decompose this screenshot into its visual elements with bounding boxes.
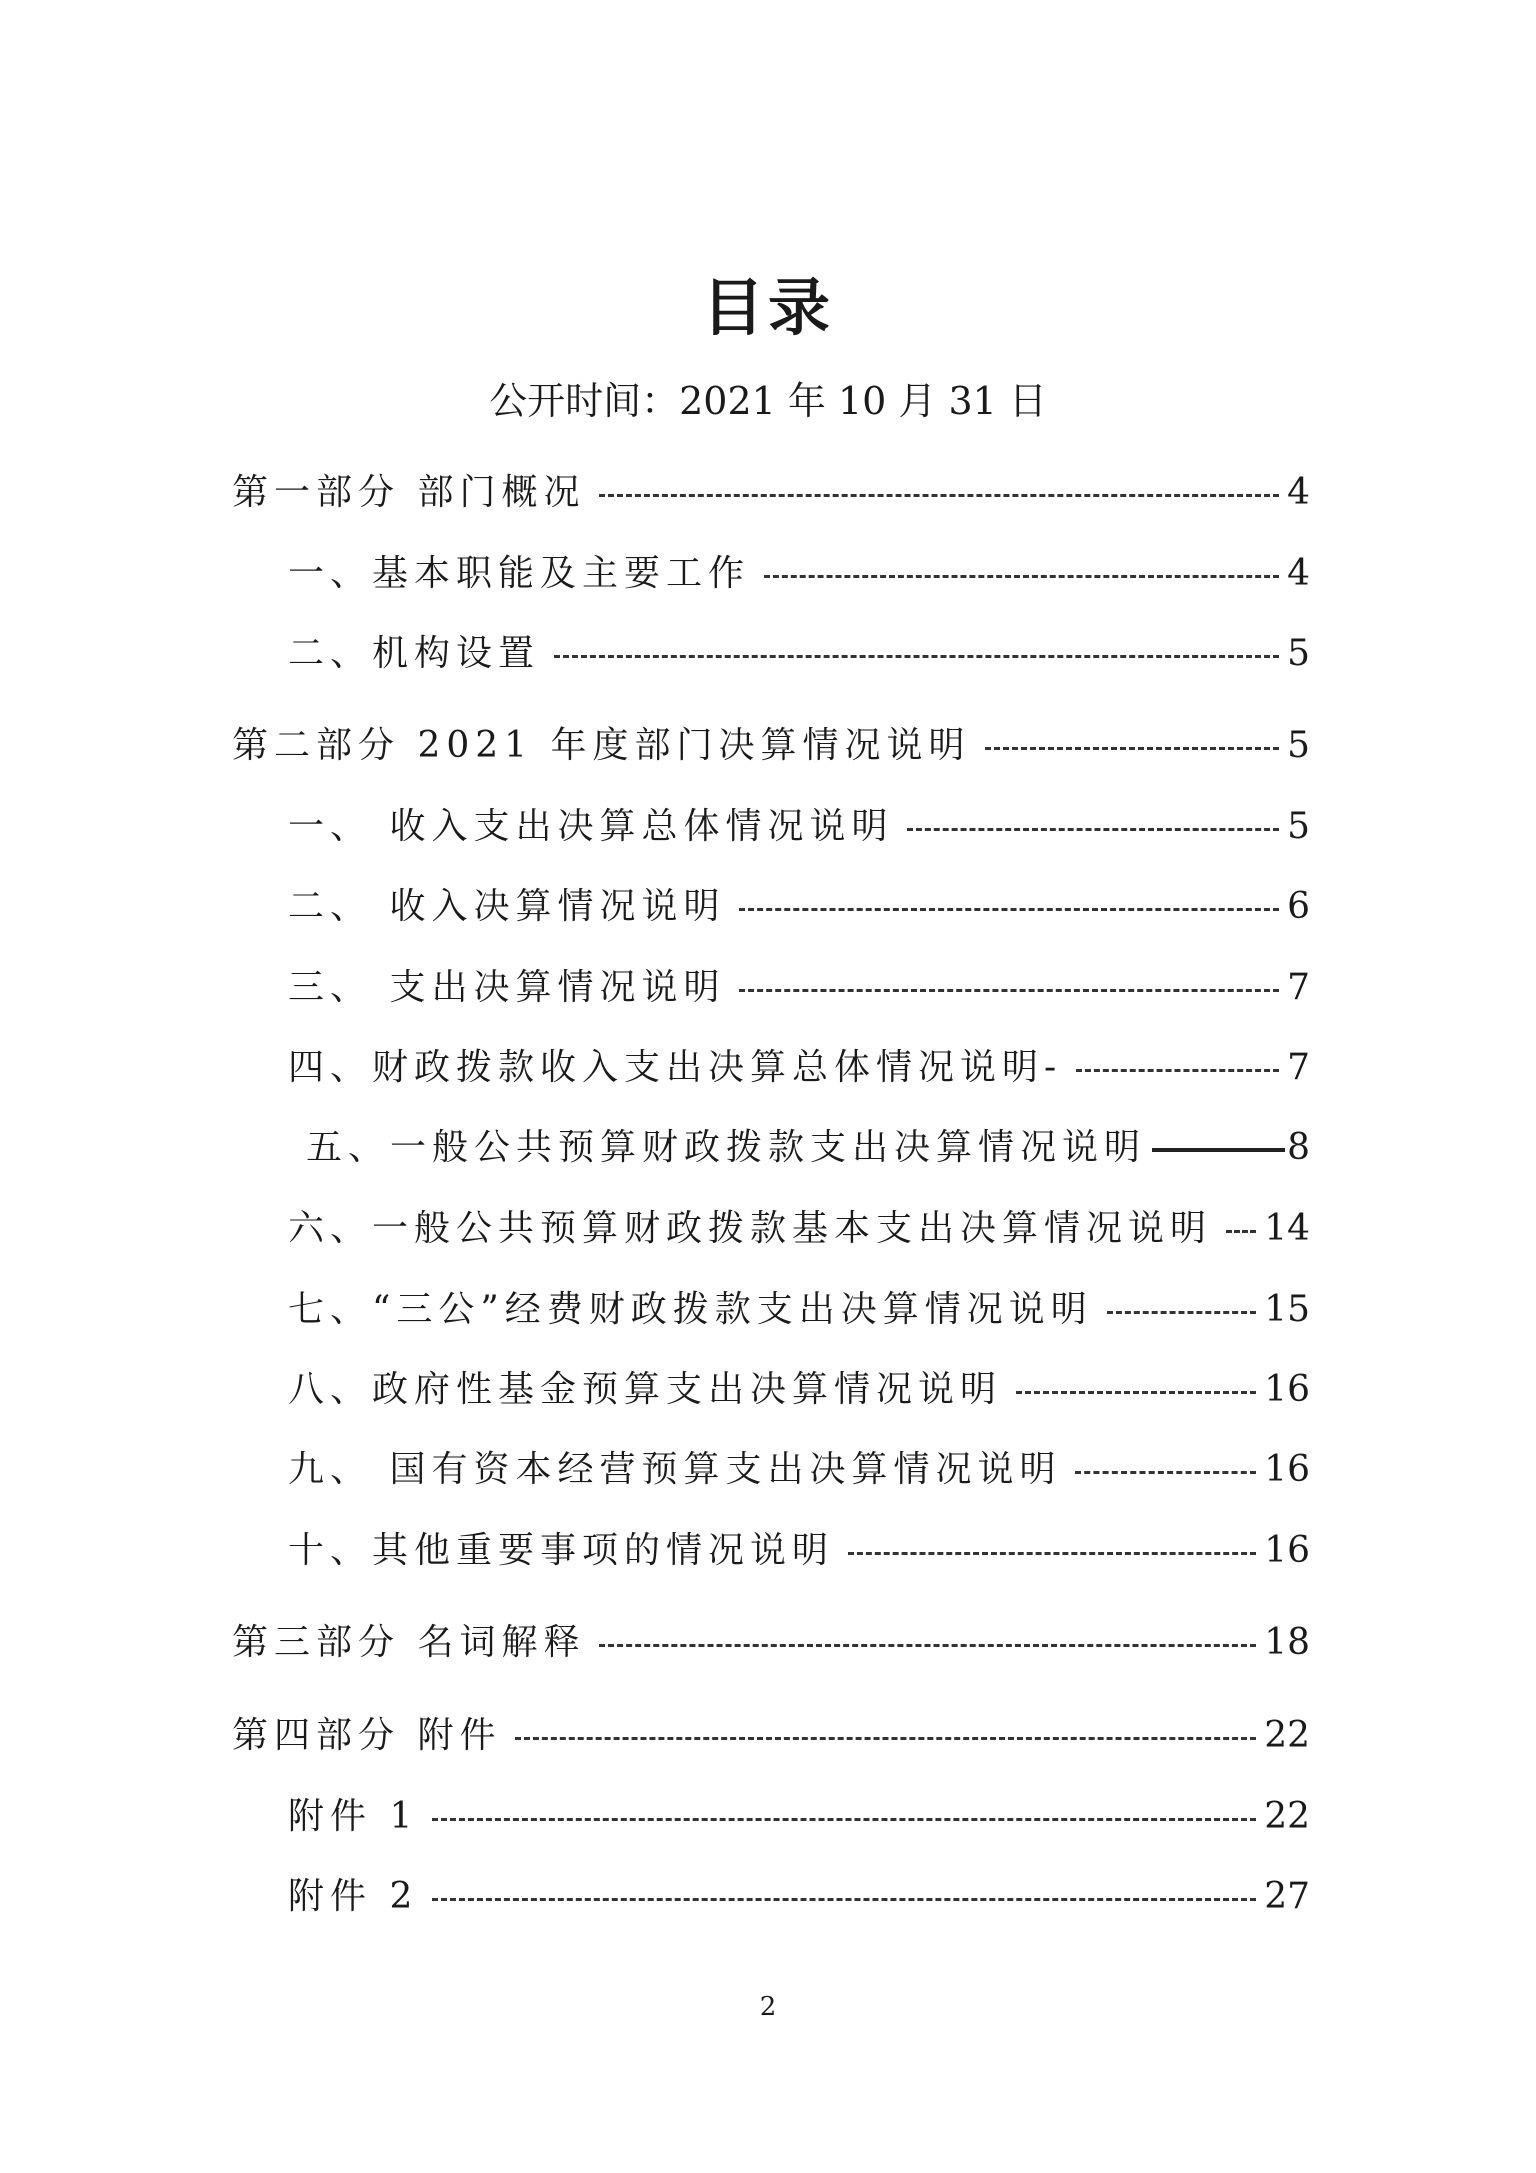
toc-entry-page: 27 [1264,1876,1310,1917]
toc-entry[interactable] [288,1440,1310,1500]
toc-leader [739,908,1279,911]
toc-entry-label: 第三部分 名词解释 [232,1622,586,1663]
toc-entry-label: 八、政府性基金预算支出决算情况说明 [288,1369,1003,1410]
toc-entry-page: 8 [1287,1127,1310,1168]
toc-entry[interactable] [288,1521,1310,1581]
toc-leader [599,494,1279,497]
toc-entry[interactable] [232,1706,1310,1766]
toc-entry-label: 一、 收入支出决算总体情况说明 [288,806,894,847]
toc-entry-label: 九、 国有资本经营预算支出决算情况说明 [288,1449,1062,1490]
toc-entry[interactable] [288,877,1310,937]
toc-leader [1152,1148,1285,1152]
toc-entry-label: 四、财政拨款收入支出决算总体情况说明- [288,1047,1063,1088]
toc-entry[interactable] [288,1199,1310,1259]
toc-leader [554,655,1279,658]
toc-entry[interactable] [232,716,1310,776]
toc-entry-label: 第一部分 部门概况 [232,472,586,513]
document-title: 目录 [701,271,834,344]
page-number: 2 [759,1992,777,2022]
toc-entry-page: 14 [1264,1208,1310,1249]
toc-entry-label: 附件 1 [288,1796,419,1837]
toc-leader [764,575,1279,578]
toc-entry-page: 15 [1264,1289,1310,1330]
toc-entry-page: 16 [1264,1449,1310,1490]
toc-entry-page: 16 [1264,1530,1310,1571]
toc-leader [1226,1230,1256,1233]
toc-entry[interactable] [288,1360,1310,1420]
toc-entry-page: 5 [1287,806,1310,847]
toc-entry[interactable] [288,1038,1310,1098]
toc-leader [1075,1471,1256,1474]
toc-leader [1016,1391,1256,1394]
toc-entry-page: 5 [1287,725,1310,766]
toc-entry[interactable] [288,544,1310,604]
toc-entry-page: 16 [1264,1369,1310,1410]
toc-leader [432,1818,1256,1821]
toc-leader [985,747,1280,750]
toc-leader [907,828,1279,831]
toc-entry[interactable] [288,958,1310,1018]
toc-entry[interactable] [288,624,1310,684]
toc-entry[interactable] [288,1867,1310,1927]
toc-entry-page: 22 [1264,1796,1310,1837]
toc-entry-page: 6 [1287,886,1310,927]
toc-leader [432,1898,1256,1901]
toc-leader [515,1737,1256,1740]
toc-entry-page: 18 [1264,1622,1310,1663]
toc-entry-label: 二、机构设置 [288,633,541,674]
toc-entry-page: 7 [1287,967,1310,1008]
toc-leader [599,1644,1256,1647]
toc-entry-label: 二、 收入决算情况说明 [288,886,726,927]
toc-entry-label: 一、基本职能及主要工作 [288,553,751,594]
toc-entry-label: 三、 支出决算情况说明 [288,967,726,1008]
toc-entry-page: 7 [1287,1047,1310,1088]
toc-entry[interactable] [306,1118,1310,1178]
toc-entry-label: 七、“三公”经费财政拨款支出决算情况说明 [288,1289,1093,1330]
toc-entry[interactable] [288,1787,1310,1847]
toc-entry[interactable] [232,1613,1310,1673]
publish-date: 公开时间：2021 年 10 月 31 日 [489,379,1047,423]
toc-entry[interactable] [288,797,1310,857]
toc-leader [1107,1311,1256,1314]
toc-leader [848,1552,1256,1555]
toc-entry-label: 附件 2 [288,1876,419,1917]
toc-entry-label: 十、其他重要事项的情况说明 [288,1530,835,1571]
toc-entry-page: 22 [1264,1715,1310,1756]
toc-entry-label: 六、一般公共预算财政拨款基本支出决算情况说明 [288,1208,1213,1249]
toc-entry-label: 第二部分 2021 年度部门决算情况说明 [232,725,971,766]
toc-leader [739,989,1279,992]
toc-entry-page: 4 [1287,472,1310,513]
toc-entry[interactable] [232,463,1310,523]
toc-entry-page: 4 [1287,553,1310,594]
toc-entry-label: 第四部分 附件 [232,1715,502,1756]
toc-entry[interactable] [288,1280,1310,1340]
toc-leader [1076,1069,1279,1072]
toc-entry-page: 5 [1287,633,1310,674]
toc-entry-label: 五、一般公共预算财政拨款支出决算情况说明 [306,1127,1147,1168]
